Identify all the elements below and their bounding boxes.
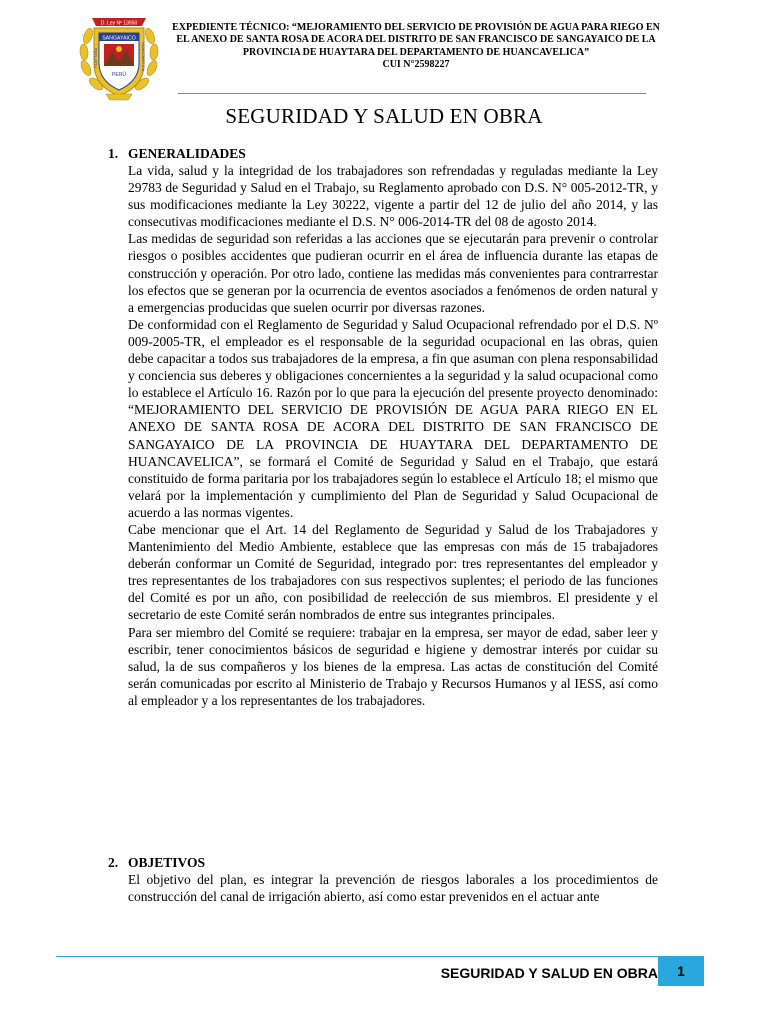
paragraph: Cabe mencionar que el Art. 14 del Reglamento de Seguridad y Salud de los Trabajadores y Mantenimiento del Medio Ambiente, establece que las empresas con más de 15 trabajadores deberán conformar un Comité de Seguridad, integrado por: tres representantes del empleador y tres representantes de los trabajadores con sus respectivos suplentes; el periodo de las funciones del Comité es por un año, con posibilidad de reelección de sus miembros. El presidente y el secretario de este Comité serán nombrados de entre sus integrantes principales. — [128, 521, 658, 623]
section-objetivos — [108, 854, 658, 905]
footer-divider — [56, 956, 704, 957]
paragraph: Las medidas de seguridad son referidas a las acciones que se ejecutarán para prevenir o controlar riesgos o posibles accidentes que pudieran ocurrir en el área de influencia durante las etapas de construcción y operación. Por otro lado, contiene las medidas más convenientes para contrarrestar los efectos que se generan por la ocurrencia de eventos asociados a fenómenos de orden natural y a emergencias producidas que suelen ocurrir por diversas razones. — [128, 231, 658, 315]
page-number-badge: 1 — [658, 957, 704, 986]
header-line: EL ANEXO DE SANTA ROSA DE ACORA DEL DISTRITO DE SAN FRANCISCO DE SANGAYAICO DE LA — [176, 34, 656, 46]
svg-text:HUANCAVELICA: HUANCAVELICA — [141, 42, 145, 72]
paragraph: La vida, salud y la integridad de los trabajadores son refrendadas y reguladas mediante la Ley 29783 de Seguridad y Salud en el Trabajo, su Reglamento aprobado con D.S. N° 005-2012-TR, y sus modificaciones mediante la Ley 30222, vigente a partir del 12 de julio del año 2014, y las consecutivas modificaciones mediante el D.S. N° 006-2014-TR del 08 de agosto 2014. — [128, 163, 658, 230]
svg-text:PERÚ: PERÚ — [112, 72, 126, 78]
municipal-seal-logo — [76, 6, 162, 104]
section-heading — [108, 145, 658, 162]
header-divider — [178, 93, 646, 94]
svg-text:HUAYTARA: HUAYTARA — [94, 47, 98, 68]
section-heading — [108, 854, 658, 871]
header-line: PROVINCIA DE HUAYTARA DEL DEPARTAMENTO DE HUANCAVELICA” — [242, 46, 590, 58]
section-body — [128, 162, 658, 709]
section-body — [128, 871, 658, 905]
svg-text:SANGAYAICO: SANGAYAICO — [102, 35, 136, 42]
paragraph: El objetivo del plan, es integrar la prevención de riesgos laborales a los procedimientos de construcción del canal de irrigación abierto, así como estar prevenidos en el actuar ante — [128, 872, 658, 905]
svg-text:D. Ley Nº 13950: D. Ley Nº 13950 — [100, 20, 138, 27]
section-number: 1. — [108, 146, 119, 161]
header-cui: CUI N°2598227 — [382, 59, 450, 71]
footer-title: SEGURIDAD Y SALUD EN OBRA — [440, 965, 658, 981]
paragraph: Para ser miembro del Comité se requiere: trabajar en la empresa, ser mayor de edad, saber leer y escribir, tener conocimientos básicos de seguridad e higiene y demostrar interés por cuidar su salud, la de sus compañeros y los bienes de la empresa. Las actas de constitución del Comité serán comunicadas por escrito al Ministerio de Trabajo y Recursos Humanos y al IESS, así como al empleador y a los representantes de los trabajadores. — [128, 624, 658, 708]
section-number: 2. — [108, 855, 119, 870]
paragraph: De conformidad con el Reglamento de Seguridad y Salud Ocupacional refrendado por el D.S. Nº 009-2005-TR, el empleador es el responsable de la seguridad ocupacional en las obras, quien debe capacitar a todos sus trabajadores de la empresa, a fin que asuman con plena responsabilidad y conciencia sus deberes y obligaciones concernientes a la seguridad y la salud ocupacional como lo establece el Artículo 16. Razón por lo que para la ejecución del presente proyecto denominado: “MEJORAMIENTO DEL SERVICIO DE PROVISIÓN DE AGUA PARA RIEGO EN EL ANEXO DE SANTA ROSA DE ACORA DEL DISTRITO DE SAN FRANCISCO DE SANGAYAICO DE LA PROVINCIA DE HUAYTARA DEL DEPARTAMENTO DE HUANCAVELICA”, se formará el Comité de Seguridad y Salud en el Trabajo, que estará constituido de forma paritaria por los trabajadores según lo establece el Artículo 18; el mismo que velará por la implementación y cumplimiento del Plan de Seguridad y Salud Ocupacional de acuerdo a las normas vigentes. — [128, 316, 658, 520]
document-header — [172, 22, 660, 72]
document-title: SEGURIDAD Y SALUD EN OBRA — [225, 104, 543, 128]
section-title: GENERALIDADES — [128, 146, 246, 161]
header-line: EXPEDIENTE TÉCNICO: “MEJORAMIENTO DEL SERVICIO DE PROVISIÓN DE AGUA PARA RIEGO EN — [172, 22, 660, 33]
section-generalidades — [108, 145, 658, 709]
section-title: OBJETIVOS — [128, 855, 206, 870]
